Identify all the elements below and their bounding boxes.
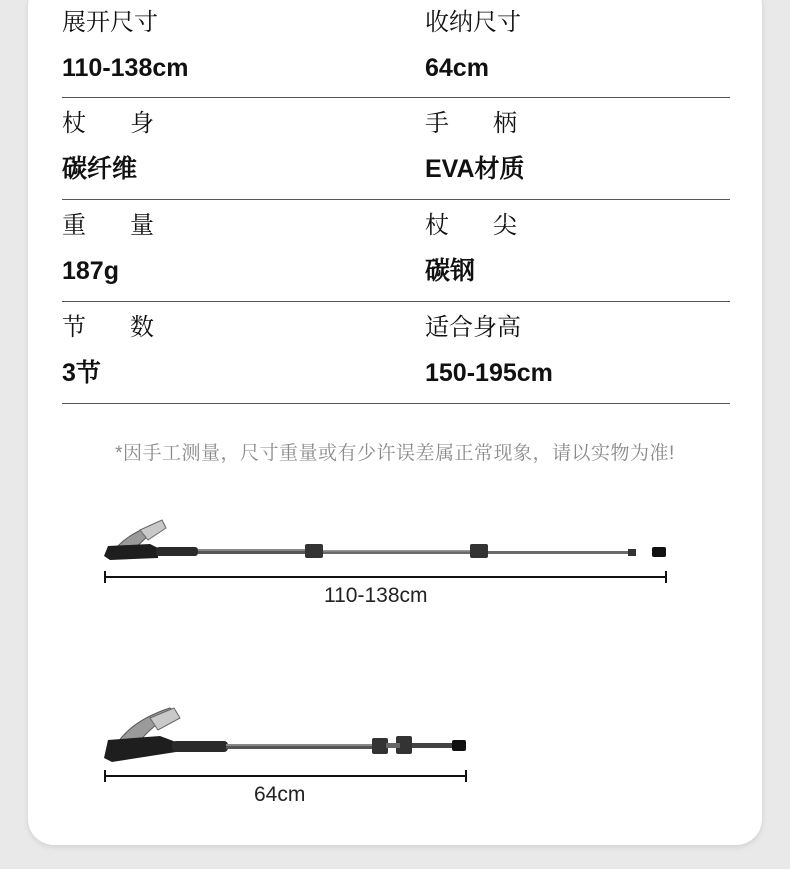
spec-folded-size [425,0,521,82]
spec-value: 187g [62,257,119,285]
spec-label: 杖身 [62,110,198,137]
folded-pole-image [0,700,790,790]
spec-label: 收纳尺寸 [425,9,521,36]
spec-height-range [425,302,553,387]
spec-label: 适合身高 [425,314,521,341]
spec-weight [62,200,198,285]
spec-value: 150-195cm [425,359,553,387]
folded-length-label: 64cm [254,783,306,806]
spec-row-size [62,0,730,98]
extended-length-label: 110-138cm [324,584,428,607]
spec-value: 碳纤维 [62,155,138,183]
spec-value: 110-138cm [62,54,189,82]
spec-value: EVA材质 [425,155,525,183]
measurement-note: *因手工测量，尺寸重量或有少许误差属正常现象，请以实物为准! [115,443,675,464]
spec-label: 节数 [62,314,198,341]
spec-extended-size [62,0,189,82]
spec-value: 碳钢 [425,257,476,285]
spec-row-material [62,98,730,200]
spec-handle [425,98,561,183]
spec-value: 64cm [425,54,489,82]
spec-label: 展开尺寸 [62,9,158,36]
spec-label: 手柄 [425,110,561,137]
spec-shaft [62,98,198,183]
spec-value: 3节 [62,359,101,387]
spec-table [62,0,730,404]
spec-label: 重量 [62,212,198,239]
spec-label: 杖尖 [425,212,561,239]
spec-row-weight [62,200,730,302]
spec-sections [62,302,198,387]
spec-row-sections [62,302,730,404]
extended-pole-image [0,510,790,590]
spec-tip [425,200,561,285]
